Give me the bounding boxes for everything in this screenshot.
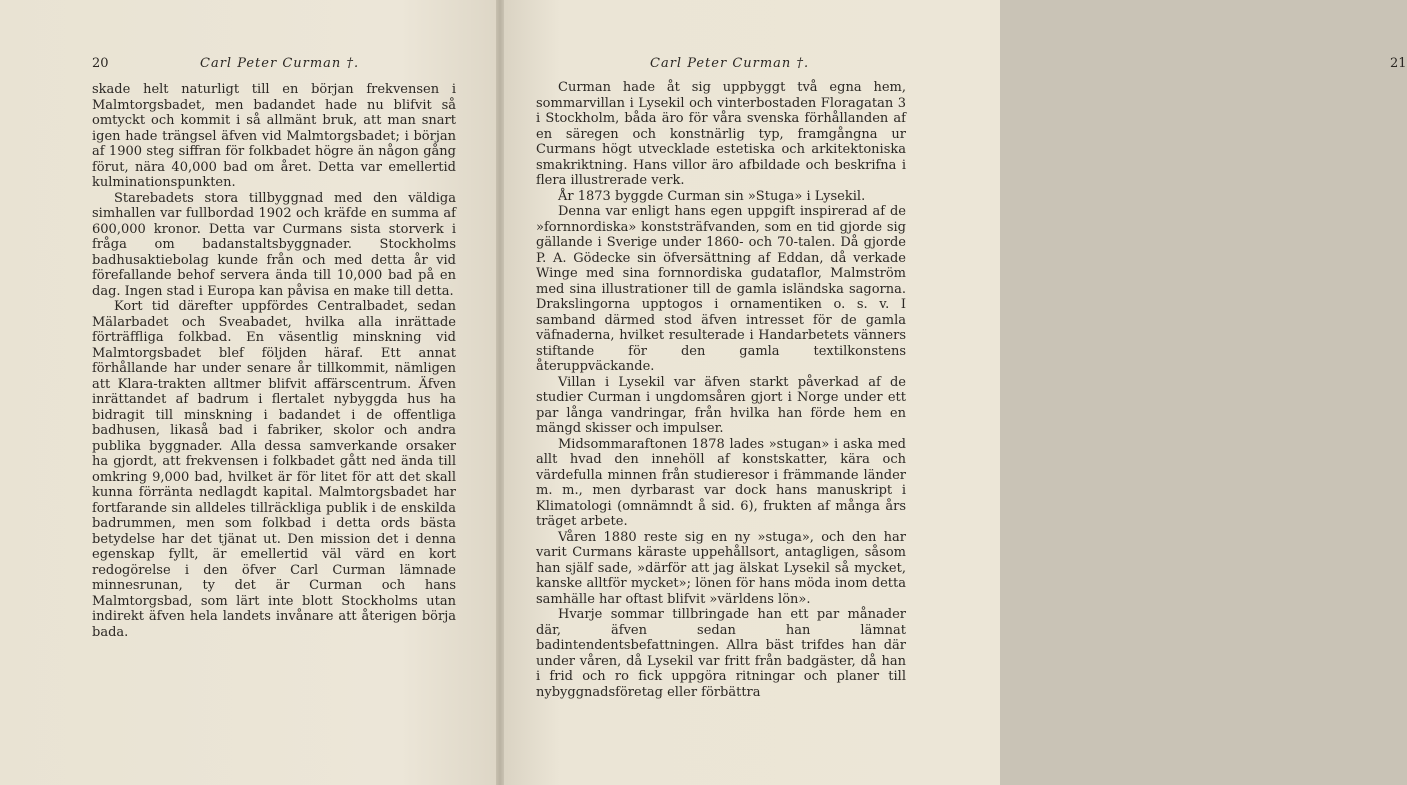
paragraph: Denna var enligt hans egen uppgift inspirerad af de »fornnordiska» konststräfvanden, som en tid gjorde sig gällande i Sverige under 1860- och 70-talen. Då gjorde P. A. Gödecke sin öfversättning af Eddan, då verkade Winge med sina fornnordiska gudataflor, Malmström med sina illustrationer till de gamla isländska sagorna. Drakslingorna upptogos i ornamentiken o. s. v. I samband därmed stod äfven intresset för de gamla väfnaderna, hvilket resulterade i Handarbetets vänners stiftande för den gamla textilkonstens återuppväckande.	[536, 204, 906, 374]
page-number: 20	[92, 56, 109, 71]
running-head: Carl Peter Curman †.	[650, 56, 810, 71]
paragraph: Curman hade åt sig uppbyggt två egna hem, sommarvillan i Lysekil och vinterbostaden Floragatan 3 i Stockholm, båda äro för våra svenska förhållanden af en säregen och konstnärlig typ, framgångna ur Curmans högt utvecklade estetiska och arkitektoniska smakriktning. Hans villor äro afbildade och beskrifna i flera illustrerade verk.	[536, 80, 906, 188]
paragraph: Kort tid därefter uppfördes Centralbadet, sedan Mälarbadet och Sveabadet, hvilka alla inrättade förträffliga folkbad. En väsentlig minskning vid Malmtorgsbadet blef följden häraf. Ett annat förhållande har under senare år tillkommit, nämligen att Klara-trakten alltmer blifvit affärscentrum. Äfven inrättandet af badrum i flertalet nybyggda hus ha bidragit till minskning i badandet i de offentliga badhusen, likaså bad i fabriker, skolor och andra publika byggnader. Alla dessa samverkande orsaker ha gjordt, att frekvensen i folkbadet gått ned ända till omkring 9,000 bad, hvilket är för litet för att det skall kunna förränta nedlagdt kapital. Malmtorgsbadet har fortfarande sin alldeles tillräckliga publik i de enskilda badrummen, men som folkbad i detta ords bästa betydelse har det tjänat ut. Den mission det i denna egenskap fyllt, är emellertid väl värd en kort redogörelse i den öfver Carl Curman lämnade minnesrunan, ty det är Curman och hans Malmtorgsbad, som lärt inte blott Stockholms utan indirekt äfven hela landets invånare att återigen börja bada.	[92, 299, 456, 640]
paragraph: Starebadets stora tillbyggnad med den väldiga simhallen var fullbordad 1902 och kräfde en summa af 600,000 kronor. Detta var Curmans sista storverk i fråga om badanstaltsbyggnader. Stockholms badhusaktiebolag kunde från och med detta år vid förefallande behof servera ända till 10,000 bad på en dag. Ingen stad i Europa kan påvisa en make till detta.	[92, 190, 456, 299]
page-body	[92, 82, 456, 640]
paragraph: skade helt naturligt till en början frekvensen i Malmtorgsbadet, men badandet hade nu blifvit så omtyckt och kommit i så allmänt bruk, att man snart igen hade trängsel äfven vid Malmtorgsbadet; i början af 1900 steg siffran för folkbadet högre än någon gång förut, nära 40,000 bad om året. Detta var emellertid kulminationspunkten.	[92, 82, 456, 190]
page-body	[536, 80, 906, 700]
paragraph: Villan i Lysekil var äfven starkt påverkad af de studier Curman i ungdomsåren gjort i Norge under ett par långa vandringar, från hvilka han förde hem en mängd skisser och impulser.	[536, 374, 906, 436]
paragraph: År 1873 byggde Curman sin »Stuga» i Lysekil.	[558, 188, 866, 204]
left-page	[0, 0, 500, 785]
paragraph: Midsommaraftonen 1878 lades »stugan» i aska med allt hvad den innehöll af konstskatter, kära och värdefulla minnen från studieresor i främmande länder m. m., men dyrbarast var dock hans manuskript i Klimatologi (omnämndt å sid. 6), frukten af många års träget arbete.	[536, 436, 906, 529]
book-gutter	[496, 0, 504, 785]
running-head: Carl Peter Curman †.	[200, 56, 360, 71]
page-number: 21	[1390, 56, 1407, 71]
paragraph: Hvarje sommar tillbringade han ett par månader där, äfven sedan han lämnat badintendentsbefattningen. Allra bäst trifdes han där under våren, då Lysekil var fritt från badgäster, då han i frid och ro fick uppgöra ritningar och planer till nybyggnadsföretag eller förbättra	[536, 607, 906, 700]
paragraph: Våren 1880 reste sig en ny »stuga», och den har varit Curmans käraste uppehållsort, antagligen, såsom han själf sade, »därför att jag älskat Lysekil så mycket, kanske alltför mycket»; lönen för hans möda inom detta samhälle har oftast blifvit »världens lön».	[536, 529, 906, 607]
right-page	[500, 0, 1407, 785]
